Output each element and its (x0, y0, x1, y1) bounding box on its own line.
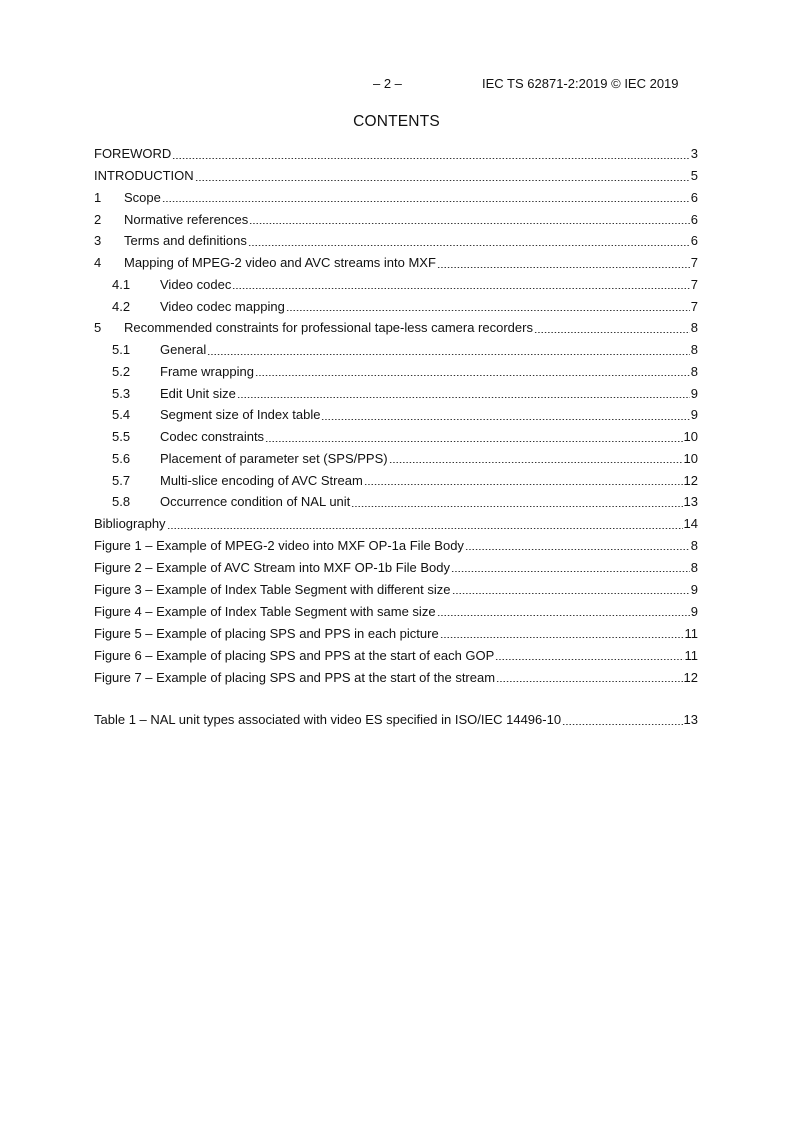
entry-page-number: 8 (690, 363, 698, 379)
dot-leader (237, 397, 690, 398)
toc-entry[interactable] (94, 491, 698, 513)
entry-page-number: 12 (683, 472, 698, 488)
entry-page-number: 9 (690, 581, 698, 597)
dot-leader (248, 245, 690, 246)
header-document-reference: IEC TS 62871-2:2019 © IEC 2019 (482, 76, 679, 91)
toc-entry[interactable] (94, 644, 698, 666)
dot-leader (286, 310, 690, 311)
section-number: 1 (94, 189, 102, 205)
entry-page-number: 3 (690, 146, 698, 162)
section-number: 4 (94, 255, 102, 271)
toc-entry[interactable] (94, 513, 698, 535)
dot-leader (255, 375, 690, 376)
toc-entry[interactable] (94, 469, 698, 491)
toc-entry[interactable] (94, 622, 698, 644)
section-number: 5 (94, 320, 102, 336)
dot-leader (495, 659, 683, 660)
entry-page-number: 6 (690, 211, 698, 227)
entry-title: General (160, 342, 207, 358)
entry-title: Multi-slice encoding of AVC Stream (160, 472, 363, 488)
section-number: 5.3 (112, 385, 131, 401)
table-of-contents (94, 143, 698, 535)
entry-title: Video codec (160, 276, 232, 292)
entry-page-number: 8 (690, 559, 698, 575)
dot-leader (465, 549, 690, 550)
entry-page-number: 10 (683, 450, 698, 466)
entry-page-number: 13 (683, 712, 698, 728)
entry-page-number: 7 (690, 298, 698, 314)
toc-entry[interactable] (94, 448, 698, 470)
toc-entry[interactable] (94, 382, 698, 404)
dot-leader (440, 637, 684, 638)
entry-title: Figure 7 – Example of placing SPS and PPS at the start of the stream (94, 669, 496, 685)
entry-title: Normative references (124, 211, 249, 227)
entry-page-number: 5 (690, 168, 698, 184)
section-number: 5.6 (112, 450, 131, 466)
entry-title: Segment size of Index table (160, 407, 321, 423)
entry-page-number: 9 (690, 385, 698, 401)
toc-entry[interactable] (94, 709, 698, 731)
entry-title: Terms and definitions (124, 233, 247, 249)
entry-title: Bibliography (94, 516, 166, 532)
toc-entry[interactable] (94, 187, 698, 209)
entry-page-number: 9 (690, 407, 698, 423)
toc-entry[interactable] (94, 252, 698, 274)
section-number: 4.1 (112, 276, 131, 292)
entry-title: Figure 1 – Example of MPEG-2 video into MXF OP-1a File Body (94, 537, 464, 553)
section-number: 5.8 (112, 494, 131, 510)
toc-entry[interactable] (94, 165, 698, 187)
dot-leader (437, 267, 690, 268)
entry-page-number: 7 (690, 276, 698, 292)
toc-entry[interactable] (94, 208, 698, 230)
entry-page-number: 7 (690, 255, 698, 271)
dot-leader (249, 223, 689, 224)
list-of-tables (94, 709, 698, 731)
entry-page-number: 11 (684, 647, 698, 663)
entry-title: Recommended constraints for professional tape-less camera recorders (124, 320, 533, 336)
toc-entry[interactable] (94, 666, 698, 688)
entry-title: Table 1 – NAL unit types associated with video ES specified in ISO/IEC 14496-10 (94, 712, 562, 728)
toc-entry[interactable] (94, 404, 698, 426)
toc-entry[interactable] (94, 578, 698, 600)
entry-title: Codec constraints (160, 429, 265, 445)
dot-leader (207, 354, 690, 355)
entry-title: FOREWORD (94, 146, 172, 162)
dot-leader (451, 571, 690, 572)
list-of-figures (94, 534, 698, 688)
section-number: 3 (94, 233, 102, 249)
entry-title: Figure 2 – Example of AVC Stream into MXF OP-1b File Body (94, 559, 450, 575)
entry-page-number: 8 (690, 342, 698, 358)
toc-entry[interactable] (94, 339, 698, 361)
entry-page-number: 9 (690, 603, 698, 619)
entry-page-number: 6 (690, 233, 698, 249)
section-number: 5.5 (112, 429, 131, 445)
entry-title: Mapping of MPEG-2 video and AVC streams into MXF (124, 255, 436, 271)
entry-page-number: 8 (690, 320, 698, 336)
dot-leader (389, 462, 683, 463)
dot-leader (364, 484, 683, 485)
entry-page-number: 10 (683, 429, 698, 445)
dot-leader (265, 441, 682, 442)
toc-entry[interactable] (94, 317, 698, 339)
dot-leader (195, 180, 690, 181)
dot-leader (496, 681, 682, 682)
entry-page-number: 11 (684, 625, 698, 641)
entry-page-number: 6 (690, 189, 698, 205)
entry-title: Scope (124, 189, 161, 205)
section-number: 4.2 (112, 298, 131, 314)
dot-leader (172, 158, 689, 159)
dot-leader (321, 419, 689, 420)
entry-title: Figure 4 – Example of Index Table Segment with same size (94, 603, 436, 619)
toc-entry[interactable] (94, 556, 698, 578)
dot-leader (562, 724, 682, 725)
entry-title: Frame wrapping (160, 363, 254, 379)
entry-title: INTRODUCTION (94, 168, 194, 184)
entry-title: Figure 5 – Example of placing SPS and PPS in each picture (94, 625, 439, 641)
toc-entry[interactable] (94, 534, 698, 556)
entry-title: Placement of parameter set (SPS/PPS) (160, 450, 388, 466)
dot-leader (534, 332, 690, 333)
section-number: 5.4 (112, 407, 131, 423)
entry-title: Video codec mapping (160, 298, 285, 314)
entry-page-number: 13 (683, 494, 698, 510)
section-number: 5.1 (112, 342, 131, 358)
dot-leader (437, 615, 690, 616)
toc-entry[interactable] (94, 274, 698, 296)
entry-title: Figure 6 – Example of placing SPS and PPS at the start of each GOP (94, 647, 495, 663)
entry-page-number: 12 (683, 669, 698, 685)
section-number: 2 (94, 211, 102, 227)
toc-entry[interactable] (94, 143, 698, 165)
entry-title: Edit Unit size (160, 385, 236, 401)
entry-page-number: 14 (683, 516, 698, 532)
entry-title: Figure 3 – Example of Index Table Segment with different size (94, 581, 451, 597)
toc-entry[interactable] (94, 295, 698, 317)
dot-leader (452, 593, 690, 594)
dot-leader (232, 288, 689, 289)
toc-entry[interactable] (94, 361, 698, 383)
section-number: 5.7 (112, 472, 131, 488)
header-page-number: – 2 – (373, 76, 402, 91)
dot-leader (162, 201, 690, 202)
toc-entry[interactable] (94, 230, 698, 252)
entry-title: Occurrence condition of NAL unit (160, 494, 351, 510)
toc-entry[interactable] (94, 426, 698, 448)
contents-title: CONTENTS (353, 113, 440, 130)
toc-entry[interactable] (94, 600, 698, 622)
section-number: 5.2 (112, 363, 131, 379)
dot-leader (351, 506, 682, 507)
entry-page-number: 8 (690, 537, 698, 553)
dot-leader (167, 528, 683, 529)
